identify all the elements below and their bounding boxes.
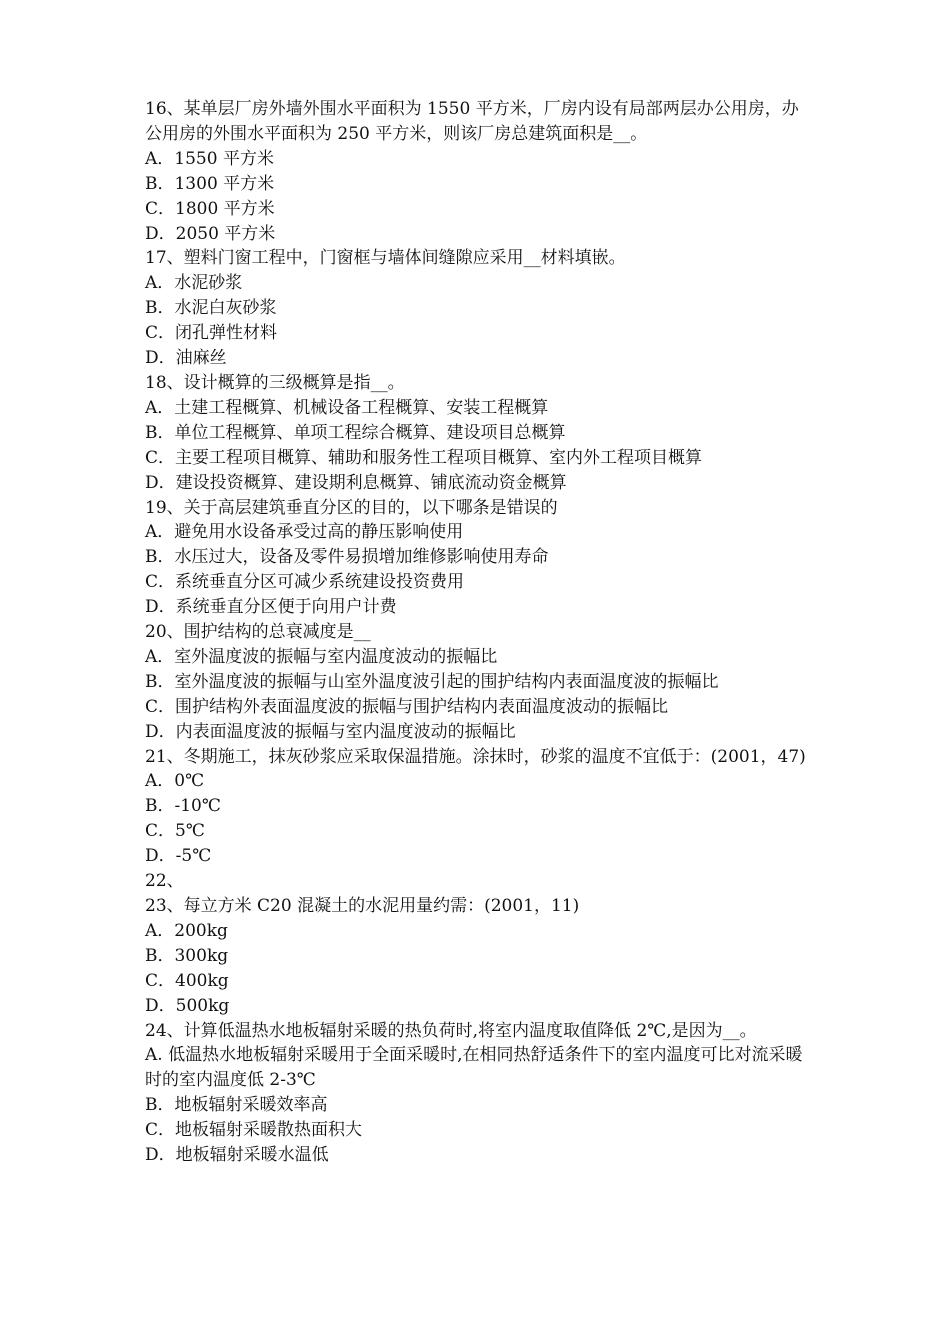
option-b: B．-10℃ bbox=[145, 796, 221, 817]
option-d: D．-5℃ bbox=[145, 846, 212, 867]
option-d: D．500kg bbox=[145, 995, 230, 1016]
question-stem: 17、塑料门窗工程中，门窗框与墙体间缝隙应采用__材料填嵌。 bbox=[145, 248, 626, 269]
option-a: A．水泥砂浆 bbox=[145, 273, 243, 294]
option-c: C．主要工程项目概算、辅助和服务性工程项目概算、室内外工程项目概算 bbox=[145, 447, 703, 468]
option-c: C．1800 平方米 bbox=[145, 198, 275, 219]
question-stem: 23、每立方米 C20 混凝土的水泥用量约需：(2001，11) bbox=[145, 896, 580, 916]
question-18 bbox=[145, 371, 810, 496]
option-d: D．建设投资概算、建设期利息概算、铺底流动资金概算 bbox=[145, 472, 567, 493]
option-b: B．地板辐射采暖效率高 bbox=[145, 1095, 328, 1116]
option-d: D．系统垂直分区便于向用户计费 bbox=[145, 597, 397, 618]
option-a: A．土建工程概算、机械设备工程概算、安装工程概算 bbox=[145, 397, 549, 418]
option-a: A．0℃ bbox=[145, 771, 205, 792]
question-stem: 21、冬期施工，抹灰砂浆应采取保温措施。涂抹时，砂浆的温度不宜低于：(2001，47) bbox=[145, 746, 806, 767]
exam-document bbox=[145, 97, 810, 1168]
question-20 bbox=[145, 620, 810, 745]
option-b: B．室外温度波的振幅与山室外温度波引起的围护结构内表面温度波的振幅比 bbox=[145, 671, 719, 692]
option-c: C．闭孔弹性材料 bbox=[145, 323, 278, 344]
option-b: B．1300 平方米 bbox=[145, 173, 275, 194]
option-c: C．400kg bbox=[145, 970, 229, 991]
question-21 bbox=[145, 745, 810, 870]
option-a: A. 低温热水地板辐射采暖用于全面采暖时,在相同热舒适条件下的室内温度可比对流采暖时的室内温度低 2-3℃ bbox=[145, 1045, 803, 1091]
option-d: D．2050 平方米 bbox=[145, 223, 276, 244]
option-b: B．水压过大，设备及零件易损增加维修影响使用寿命 bbox=[145, 547, 549, 568]
question-stem: 22、 bbox=[145, 871, 184, 892]
question-24 bbox=[145, 1019, 810, 1168]
option-a: A．1550 平方米 bbox=[145, 148, 274, 169]
question-16 bbox=[145, 97, 810, 246]
option-d: D．地板辐射采暖水温低 bbox=[145, 1145, 329, 1166]
option-a: A．避免用水设备承受过高的静压影响使用 bbox=[145, 522, 464, 543]
option-a: A．200kg bbox=[145, 920, 228, 941]
option-b: B．300kg bbox=[145, 945, 229, 966]
option-c: C．系统垂直分区可减少系统建设投资费用 bbox=[145, 572, 465, 593]
option-b: B．水泥白灰砂浆 bbox=[145, 298, 277, 319]
option-c: C．围护结构外表面温度波的振幅与围护结构内表面温度波动的振幅比 bbox=[145, 696, 669, 717]
question-19 bbox=[145, 496, 810, 621]
option-d: D．油麻丝 bbox=[145, 348, 227, 369]
option-a: A．室外温度波的振幅与室内温度波动的振幅比 bbox=[145, 646, 498, 667]
option-d: D．内表面温度波的振幅与室内温度波动的振幅比 bbox=[145, 721, 516, 742]
question-17 bbox=[145, 246, 810, 371]
option-c: C．地板辐射采暖散热面积大 bbox=[145, 1120, 363, 1141]
question-22 bbox=[145, 869, 810, 894]
question-stem: 16、某单层厂房外墙外围水平面积为 1550 平方米，厂房内设有局部两层办公用房，办公用房的外围水平面积为 250 平方米，则该厂房总建筑面积是__。 bbox=[145, 99, 799, 144]
question-23 bbox=[145, 894, 810, 1019]
question-stem: 18、设计概算的三级概算是指__。 bbox=[145, 372, 405, 393]
question-stem: 24、计算低温热水地板辐射采暖的热负荷时,将室内温度取值降低 2℃,是因为__。 bbox=[145, 1020, 757, 1041]
option-c: C．5℃ bbox=[145, 821, 205, 842]
option-b: B．单位工程概算、单项工程综合概算、建设项目总概算 bbox=[145, 422, 566, 443]
question-stem: 19、关于高层建筑垂直分区的目的，以下哪条是错误的 bbox=[145, 497, 558, 518]
question-stem: 20、围护结构的总衰减度是__ bbox=[145, 622, 371, 643]
